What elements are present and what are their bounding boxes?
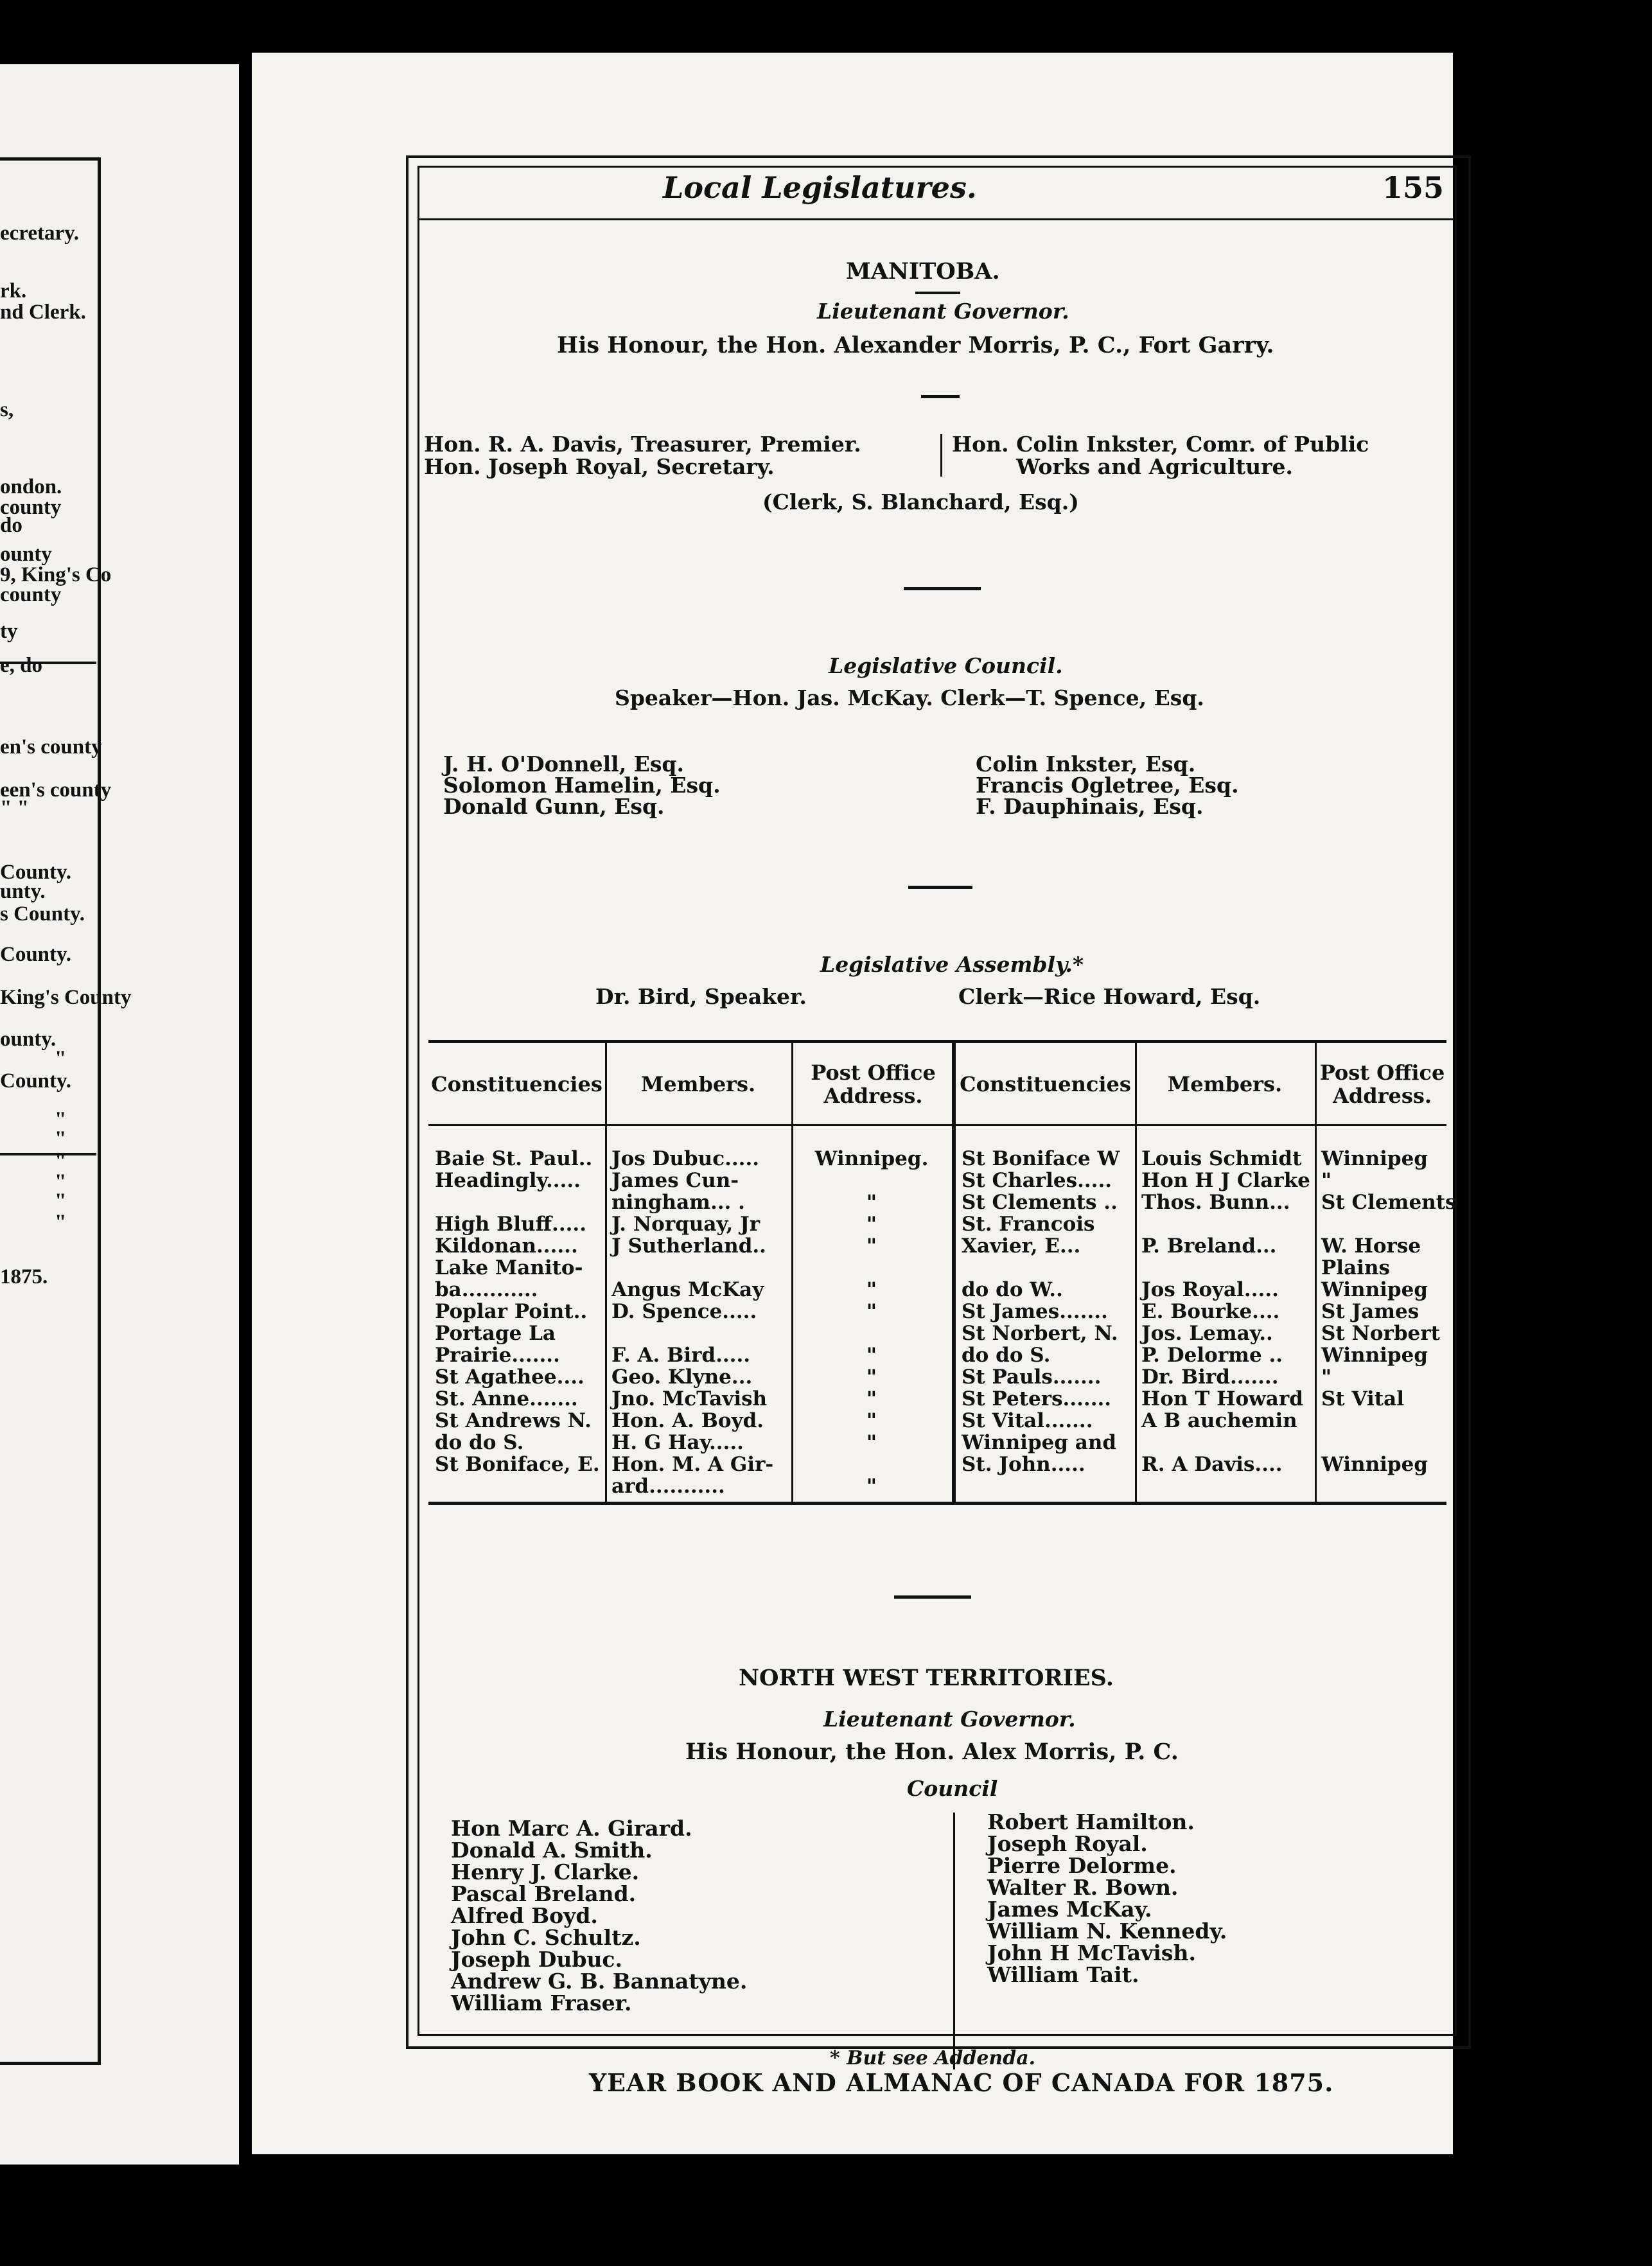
fragment-line: ounty. xyxy=(0,1028,57,1051)
table-center-line xyxy=(952,1042,956,1502)
page xyxy=(252,53,1457,2154)
column-header-constituencies: Constituencies xyxy=(960,1072,1131,1096)
running-footer: YEAR BOOK AND ALMANAC OF CANADA FOR 1875. xyxy=(589,2068,1334,2097)
fragment-line: " xyxy=(55,1150,67,1173)
table-cell: " xyxy=(866,1300,877,1323)
table-cell: St James....... xyxy=(962,1300,1108,1323)
table-cell: Winnipeg. xyxy=(814,1147,929,1170)
nwt-council-member: Henry J. Clarke. xyxy=(451,1859,640,1884)
nwt-council-member: Joseph Dubuc. xyxy=(451,1947,623,1972)
table-cell: St Charles..... xyxy=(962,1169,1112,1192)
table-cell: Xavier, E... xyxy=(962,1234,1081,1258)
divider xyxy=(0,662,96,664)
table-cell: " xyxy=(866,1431,877,1454)
table-cell: " xyxy=(866,1213,877,1236)
assembly-speaker: Dr. Bird, Speaker. xyxy=(595,984,807,1009)
table-cell: Winnipeg and xyxy=(962,1431,1117,1454)
table-cell: Portage La xyxy=(435,1322,556,1345)
fragment-line: " xyxy=(55,1170,67,1193)
table-cell: ba........... xyxy=(435,1278,538,1301)
council-member: Donald Gunn, Esq. xyxy=(443,794,665,819)
table-column-line xyxy=(791,1042,793,1502)
table-cell: Headingly..... xyxy=(435,1169,581,1192)
table-cell: Hon H J Clarke xyxy=(1141,1169,1310,1192)
table-cell: " xyxy=(1321,1169,1332,1192)
table-cell: Jos Dubuc..... xyxy=(611,1147,760,1170)
footnote: * But see Addenda. xyxy=(830,2047,1036,2069)
fragment-line: " xyxy=(55,1108,67,1131)
fragment-line: ty xyxy=(0,620,18,643)
clerk-line: (Clerk, S. Blanchard, Esq.) xyxy=(762,489,1079,514)
table-cell: St Boniface W xyxy=(962,1147,1120,1170)
table-cell: Kildonan...... xyxy=(435,1234,578,1258)
column-header-post-office: Post Office Address. xyxy=(811,1060,936,1108)
table-cell: " xyxy=(866,1234,877,1258)
column-divider xyxy=(940,434,942,477)
table-cell: Winnipeg xyxy=(1321,1147,1428,1170)
short-rule xyxy=(908,886,972,889)
fragment-line: 1875. xyxy=(0,1265,48,1288)
divider xyxy=(0,1153,96,1155)
table-column-line xyxy=(605,1042,607,1502)
header-rule xyxy=(417,218,1453,220)
table-cell: " xyxy=(866,1191,877,1214)
nwt-council-member: William Fraser. xyxy=(451,1990,632,2016)
table-column-line xyxy=(1315,1042,1317,1502)
manitoba-heading: MANITOBA. xyxy=(846,258,1000,285)
table-cell: do do W.. xyxy=(962,1278,1063,1301)
nwt-council-label: Council xyxy=(907,1776,998,1801)
nwt-council-member: Robert Hamilton. xyxy=(987,1809,1195,1834)
table-cell: do do S. xyxy=(962,1344,1051,1367)
table-cell: J Sutherland.. xyxy=(611,1234,766,1258)
nwt-council-member: Pascal Breland. xyxy=(451,1881,637,1906)
previous-page-frame xyxy=(0,157,101,2065)
table-cell: Prairie....... xyxy=(435,1344,560,1367)
executive-member: Hon. Joseph Royal, Secretary. xyxy=(424,454,775,479)
executive-member: Hon. R. A. Davis, Treasurer, Premier. xyxy=(424,432,861,457)
table-cell: Dr. Bird....... xyxy=(1141,1366,1279,1389)
council-officers: Speaker—Hon. Jas. McKay. Clerk—T. Spence, Esq. xyxy=(615,685,1204,710)
nwt-council-member: Joseph Royal. xyxy=(987,1831,1148,1856)
lt-governor-text: His Honour, the Hon. Alexander Morris, P. C., Fort Garry. xyxy=(557,332,1274,358)
table-cell: " xyxy=(866,1278,877,1301)
column-header-post-office: Post Office Address. xyxy=(1319,1060,1445,1108)
table-cell: " xyxy=(866,1475,877,1498)
table-cell: Jno. McTavish xyxy=(611,1387,768,1410)
table-cell: Thos. Bunn... xyxy=(1141,1191,1290,1214)
executive-member: Works and Agriculture. xyxy=(1016,454,1293,479)
column-header-members: Members. xyxy=(640,1072,756,1096)
table-cell: D. Spence..... xyxy=(611,1300,757,1323)
table-cell: St Boniface, E. xyxy=(435,1453,600,1476)
fragment-line: 9, King's Co xyxy=(0,563,112,586)
previous-page-fragment xyxy=(0,64,239,2165)
legislative-assembly-label: Legislative Assembly.* xyxy=(820,952,1084,977)
table-cell: " xyxy=(866,1409,877,1432)
table-cell: A B auchemin xyxy=(1141,1409,1297,1432)
nwt-council-member: Andrew G. B. Bannatyne. xyxy=(451,1969,748,1994)
fragment-line: nd Clerk. xyxy=(0,301,86,324)
table-cell: P. Delorme .. xyxy=(1141,1344,1283,1367)
table-cell: Jos. Lemay.. xyxy=(1141,1322,1273,1345)
table-cell: Plains xyxy=(1321,1256,1390,1279)
nwt-lt-governor-text: His Honour, the Hon. Alex Morris, P. C. xyxy=(685,1739,1179,1765)
nwt-council-member: Alfred Boyd. xyxy=(451,1903,598,1928)
nwt-council-member: William Tait. xyxy=(987,1962,1139,1987)
table-header-rule xyxy=(428,1124,1446,1126)
column-header-constituencies: Constituencies xyxy=(431,1072,602,1096)
table-cell: James Cun- xyxy=(611,1169,739,1192)
table-cell: Jos Royal..... xyxy=(1141,1278,1279,1301)
table-cell: " xyxy=(866,1387,877,1410)
fragment-line: County. xyxy=(0,943,71,966)
fragment-line: ondon. xyxy=(0,475,62,498)
table-cell: St. Francois xyxy=(962,1213,1095,1236)
table-cell: St Clements .. xyxy=(962,1191,1118,1214)
table-cell: Hon. A. Boyd. xyxy=(611,1409,764,1432)
lt-governor-label: Lieutenant Governor. xyxy=(817,299,1069,324)
column-header-members: Members. xyxy=(1167,1072,1283,1096)
nwt-council-member: John C. Schultz. xyxy=(451,1925,641,1950)
fragment-line: s County. xyxy=(0,902,85,926)
fragment-line: King's County xyxy=(0,986,132,1009)
table-cell: Poplar Point.. xyxy=(435,1300,588,1323)
table-cell: St James xyxy=(1321,1300,1419,1323)
table-cell: St Agathee.... xyxy=(435,1366,584,1389)
table-cell: Louis Schmidt xyxy=(1141,1147,1302,1170)
fragment-line: " xyxy=(55,1047,67,1070)
fragment-line: ecretary. xyxy=(0,222,80,245)
council-member: Solomon Hamelin, Esq. xyxy=(443,773,721,798)
table-cell: St Pauls....... xyxy=(962,1366,1102,1389)
fragment-line: county xyxy=(0,583,62,606)
column-divider xyxy=(953,1813,955,2069)
table-cell: St Clements xyxy=(1321,1191,1457,1214)
table-cell: ard........... xyxy=(611,1475,725,1498)
fragment-line: ounty xyxy=(0,543,52,566)
table-cell: St. Anne....... xyxy=(435,1387,578,1410)
table-bottom-rule xyxy=(428,1502,1446,1505)
table-column-line xyxy=(1135,1042,1137,1502)
short-rule xyxy=(904,587,981,590)
table-cell: Baie St. Paul.. xyxy=(435,1147,593,1170)
executive-member: Hon. Colin Inkster, Comr. of Public xyxy=(952,432,1369,457)
running-title: Local Legislatures. xyxy=(663,170,977,205)
table-cell: W. Horse xyxy=(1321,1234,1421,1258)
table-cell: R. A Davis.... xyxy=(1141,1453,1283,1476)
assembly-clerk: Clerk—Rice Howard, Esq. xyxy=(958,984,1261,1009)
table-cell: High Bluff..... xyxy=(435,1213,586,1236)
table-cell: St Andrews N. xyxy=(435,1409,592,1432)
nwt-council-member: Pierre Delorme. xyxy=(987,1853,1177,1878)
fragment-line: en's county xyxy=(0,735,102,759)
table-cell: St Peters....... xyxy=(962,1387,1112,1410)
fragment-line: " xyxy=(55,1211,67,1234)
fragment-line: County. xyxy=(0,861,71,884)
table-cell: Winnipeg xyxy=(1321,1344,1428,1367)
table-cell: do do S. xyxy=(435,1431,524,1454)
table-cell: Hon. M. A Gir- xyxy=(611,1453,774,1476)
fragment-line: een's county xyxy=(0,778,112,802)
nwt-council-member: James McKay. xyxy=(987,1897,1152,1922)
fragment-line: rk. xyxy=(0,279,27,303)
table-cell: Geo. Klyne... xyxy=(611,1366,753,1389)
fragment-line: County. xyxy=(0,1069,71,1093)
nwt-lt-governor-label: Lieutenant Governor. xyxy=(823,1707,1076,1732)
fragment-line: county xyxy=(0,496,62,519)
table-cell: St Vital xyxy=(1321,1387,1404,1410)
page-number: 155 xyxy=(1382,170,1445,205)
table-cell: Winnipeg xyxy=(1321,1453,1428,1476)
table-cell: " xyxy=(866,1366,877,1389)
short-rule xyxy=(921,395,960,398)
fragment-line: s, xyxy=(0,398,14,421)
table-cell: St Norbert xyxy=(1321,1322,1440,1345)
table-cell: ningham... . xyxy=(611,1191,745,1214)
nwt-heading: NORTH WEST TERRITORIES. xyxy=(739,1665,1114,1691)
fragment-line: " xyxy=(55,1127,67,1150)
table-cell: Lake Manito- xyxy=(435,1256,583,1279)
fragment-line: " xyxy=(55,1190,67,1213)
table-cell: St Norbert, N. xyxy=(962,1322,1118,1345)
table-cell: St. John..... xyxy=(962,1453,1085,1476)
fragment-line: e, do xyxy=(0,654,42,677)
council-member: Colin Inkster, Esq. xyxy=(976,751,1196,777)
nwt-council-member: Donald A. Smith. xyxy=(451,1838,653,1863)
nwt-council-member: Hon Marc A. Girard. xyxy=(451,1816,692,1841)
council-member: F. Dauphinais, Esq. xyxy=(976,794,1204,819)
table-cell: " xyxy=(866,1344,877,1367)
fragment-line: do xyxy=(0,514,22,537)
fragment-line: " " xyxy=(0,796,29,820)
table-cell: St Vital....... xyxy=(962,1409,1093,1432)
legislative-council-label: Legislative Council. xyxy=(829,653,1063,678)
table-top-rule xyxy=(428,1040,1446,1043)
table-cell: " xyxy=(1321,1366,1332,1389)
nwt-council-member: William N. Kennedy. xyxy=(987,1919,1227,1944)
council-member: Francis Ogletree, Esq. xyxy=(976,773,1239,798)
table-cell: Winnipeg xyxy=(1321,1278,1428,1301)
council-member: J. H. O'Donnell, Esq. xyxy=(443,751,684,777)
table-cell: J. Norquay, Jr xyxy=(611,1213,760,1236)
short-rule xyxy=(915,292,960,294)
table-cell: E. Bourke.... xyxy=(1141,1300,1280,1323)
table-cell: F. A. Bird..... xyxy=(611,1344,751,1367)
table-cell: P. Breland... xyxy=(1141,1234,1277,1258)
table-cell: Angus McKay xyxy=(611,1278,764,1301)
nwt-council-member: Walter R. Bown. xyxy=(987,1875,1179,1900)
fragment-line: unty. xyxy=(0,880,46,903)
table-cell: H. G Hay..... xyxy=(611,1431,744,1454)
table-cell: Hon T Howard xyxy=(1141,1387,1303,1410)
nwt-council-member: John H McTavish. xyxy=(987,1940,1196,1965)
short-rule xyxy=(894,1595,971,1599)
